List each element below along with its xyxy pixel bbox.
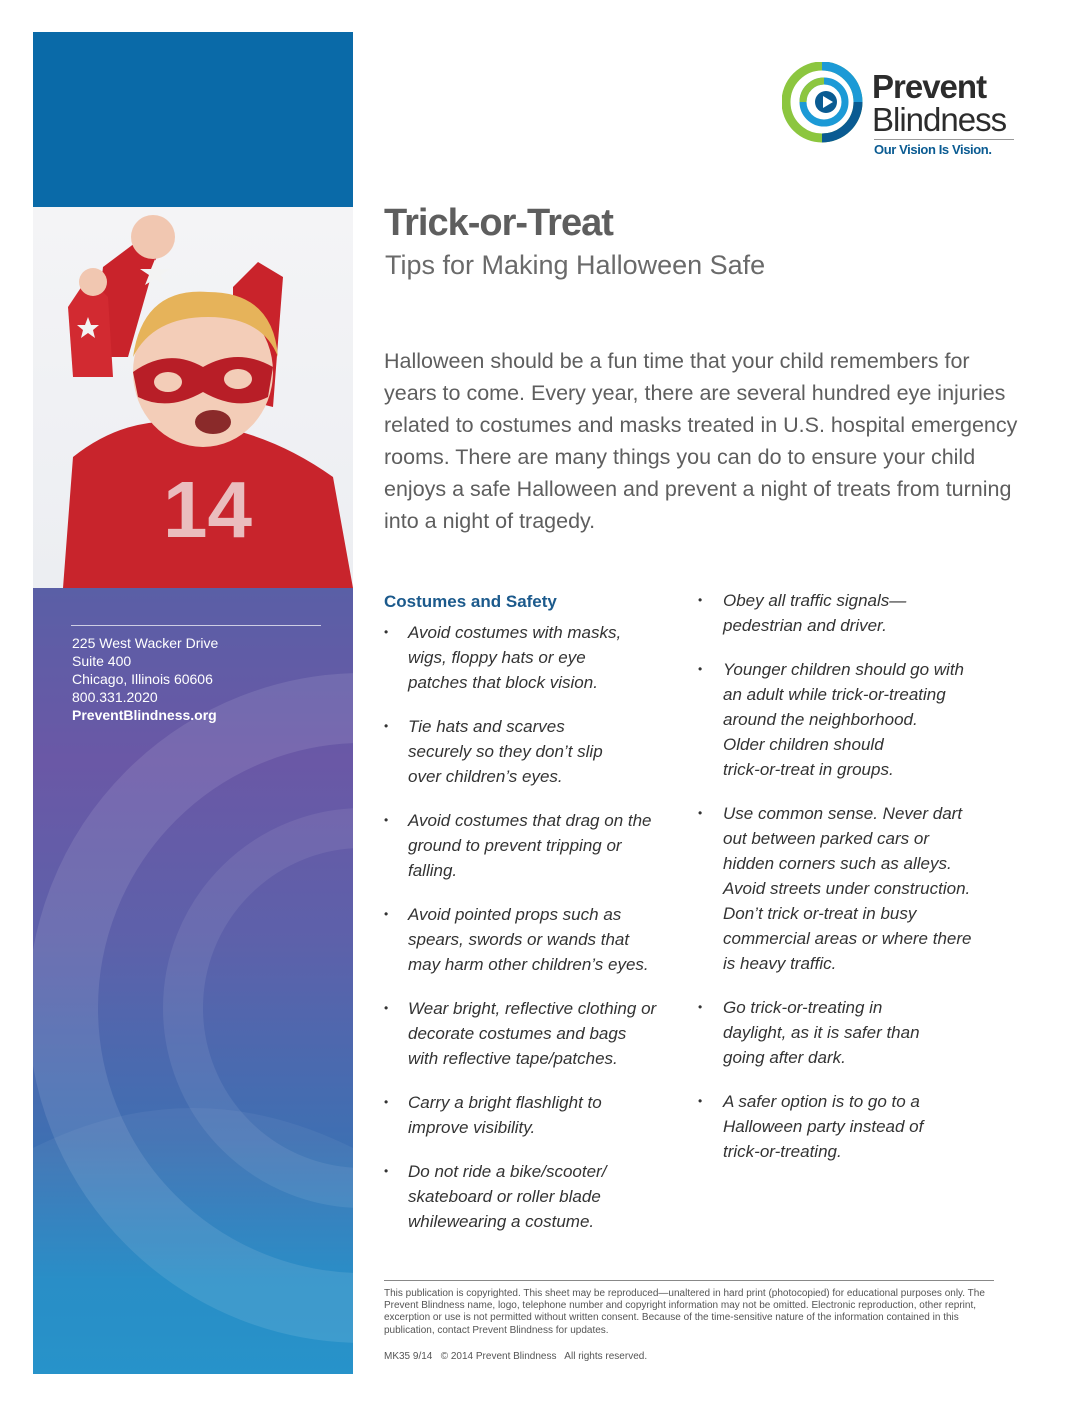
bullet-marker: • bbox=[384, 1164, 389, 1178]
tip-item bbox=[384, 808, 684, 883]
address-divider bbox=[71, 625, 321, 626]
logo-divider bbox=[874, 139, 1014, 140]
costume-tips-list bbox=[384, 620, 684, 1234]
bullet-marker: • bbox=[698, 806, 703, 820]
safety-column bbox=[698, 588, 1008, 1183]
intro-paragraph: Halloween should be a fun time that your child remembers for years to come. Every year, there are several hundred eye injuries related to costumes and masks treated in U.S. hospital emergency rooms. There are many things you can do to ensure your child enjoys a safe Halloween and prevent a night of treats from turning into a night of tragedy. bbox=[384, 349, 1018, 533]
tip-item bbox=[384, 620, 684, 695]
contact-panel bbox=[33, 588, 353, 1374]
tip-item bbox=[384, 902, 684, 977]
child-illustration bbox=[33, 207, 353, 588]
rights-line: All rights reserved. bbox=[564, 1351, 648, 1362]
publication-code: MK35 9/14 bbox=[384, 1351, 433, 1362]
child-superhero-photo bbox=[33, 207, 353, 588]
bullet-marker: • bbox=[384, 1095, 389, 1109]
page-subtitle: Tips for Making Halloween Safe bbox=[385, 250, 766, 280]
tip-text: Tie hats and scarves securely so they don’t slip over children’s eyes. bbox=[408, 717, 603, 786]
tip-item bbox=[698, 801, 1008, 976]
left-sidebar bbox=[33, 32, 353, 1374]
tip-item bbox=[698, 995, 1008, 1070]
copyright-line: © 2014 Prevent Blindness bbox=[440, 1351, 557, 1362]
logo-tagline: Our Vision Is Vision. bbox=[874, 142, 992, 157]
tip-item bbox=[384, 1090, 684, 1140]
blue-header-block bbox=[33, 32, 353, 207]
tip-text: Obey all traffic signals— pedestrian and driver. bbox=[723, 591, 907, 635]
tip-item bbox=[698, 588, 1008, 638]
tip-text: Use common sense. Never dart out between parked cars or hidden corners such as alleys. Avoid streets under construction. Don’t trick or-treat in busy commercial areas or where there is heavy traffic. bbox=[723, 804, 972, 973]
address-city: Chicago, Illinois 60606 bbox=[72, 671, 213, 687]
bullet-marker: • bbox=[384, 907, 389, 921]
bullet-marker: • bbox=[698, 1000, 703, 1014]
tip-text: Go trick-or-treating in daylight, as it is safer than going after dark. bbox=[723, 998, 920, 1067]
bullet-marker: • bbox=[384, 1001, 389, 1015]
address-phone: 800.331.2020 bbox=[72, 689, 158, 705]
footer-divider bbox=[384, 1280, 994, 1281]
tip-text: Do not ride a bike/scooter/ skateboard or roller blade whilewearing a costume. bbox=[408, 1162, 607, 1231]
tip-item bbox=[384, 1159, 684, 1234]
section-heading: Costumes and Safety bbox=[384, 592, 557, 611]
tip-item bbox=[698, 1089, 1008, 1164]
bullet-marker: • bbox=[698, 593, 703, 607]
contact-address bbox=[72, 634, 218, 724]
logo-name-line2: Blindness bbox=[872, 101, 1007, 138]
tip-item bbox=[384, 996, 684, 1071]
svg-text:14: 14 bbox=[163, 465, 252, 554]
bullet-marker: • bbox=[698, 1094, 703, 1108]
prevent-blindness-logo bbox=[782, 62, 1022, 162]
address-suite: Suite 400 bbox=[72, 653, 132, 669]
tip-item bbox=[384, 714, 684, 789]
website-link[interactable]: PreventBlindness.org bbox=[72, 707, 217, 723]
tip-text: Avoid costumes that drag on the ground to prevent tripping or falling. bbox=[408, 811, 652, 880]
logo-wordmark bbox=[872, 70, 1006, 136]
bullet-marker: • bbox=[384, 813, 389, 827]
tip-text: Avoid costumes with masks, wigs, floppy hats or eye patches that block vision. bbox=[408, 623, 622, 692]
copyright-disclaimer: This publication is copyrighted. This sheet may be reproduced—unaltered in hard print (photocopied) for educational purposes only. The Prevent Blindness name, logo, telephone number and copyright information may not be omitted. Electronic reproduction, other reprint, excerption or use is not permitted without written consent. Because of the time-sensitive nature of the information contained in this publication, contact Prevent Blindness for updates. bbox=[384, 1288, 985, 1336]
address-street: 225 West Wacker Drive bbox=[72, 635, 219, 651]
bullet-marker: • bbox=[384, 719, 389, 733]
tip-text: Younger children should go with an adult while trick-or-treating around the neighborhood. Older children should trick-or-treat in groups. bbox=[723, 660, 964, 779]
tip-text: A safer option is to go to a Halloween party instead of trick-or-treating. bbox=[723, 1092, 924, 1161]
bullet-marker: • bbox=[698, 662, 703, 676]
eye-logo-icon bbox=[782, 62, 864, 144]
costumes-column bbox=[384, 590, 684, 1253]
publication-credit bbox=[384, 1351, 647, 1362]
logo-name-line1: Prevent bbox=[872, 68, 987, 105]
tip-text: Wear bright, reflective clothing or decorate costumes and bags with reflective tape/patches. bbox=[408, 999, 657, 1068]
bullet-marker: • bbox=[384, 625, 389, 639]
tip-text: Carry a bright flashlight to improve visibility. bbox=[408, 1093, 602, 1137]
tip-text: Avoid pointed props such as spears, swords or wands that may harm other children’s eyes. bbox=[408, 905, 649, 974]
page-title: Trick-or-Treat bbox=[384, 202, 613, 244]
safety-tips-list bbox=[698, 588, 1008, 1164]
tip-item bbox=[698, 657, 1008, 782]
